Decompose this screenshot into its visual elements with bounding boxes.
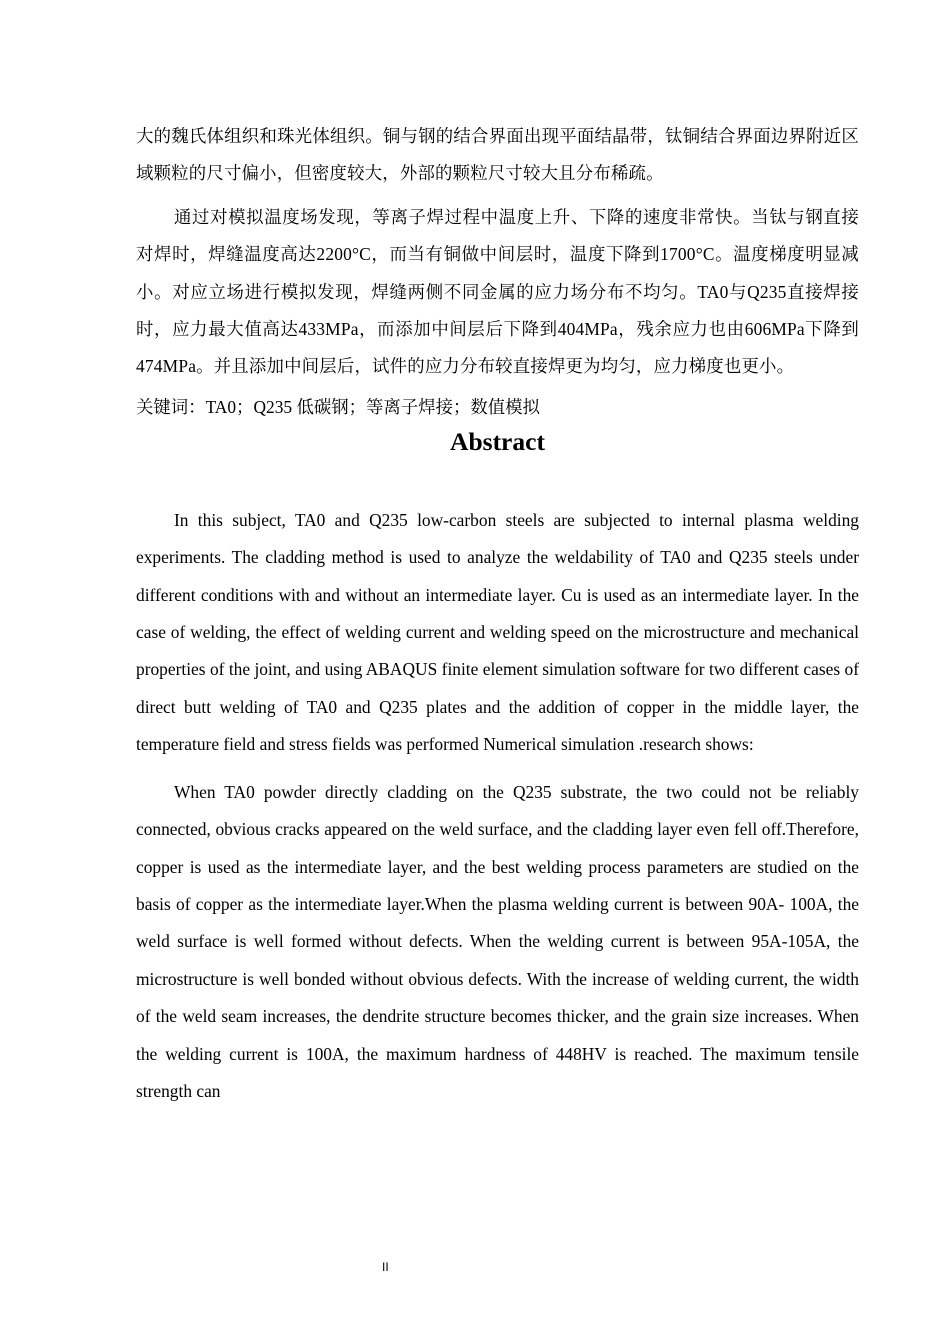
chinese-keywords bbox=[136, 392, 859, 422]
document-body bbox=[136, 118, 859, 1110]
chinese-paragraph-simulation: 通过对模拟温度场发现，等离子焊过程中温度上升、下降的速度非常快。当钛与钢直接对焊时，焊缝温度高达2200°C，而当有铜做中间层时，温度下降到1700°C。温度梯度明显减小。对应立场进行模拟发现，焊缝两侧不同金属的应力场分布不均匀。TA0与Q235直接焊接时，应力最大值高达433MPa，而添加中间层后下降到404MPa，残余应力也由606MPa下降到474MPa。并且添加中间层后，试件的应力分布较直接焊更为均匀，应力梯度也更小。 bbox=[136, 206, 859, 377]
english-paragraph-1: In this subject, TA0 and Q235 low-carbon steels are subjected to internal plasma welding experiments. The cladding method is used to analyze the weldability of TA0 and Q235 steels under different conditions with and without an intermediate layer. Cu is used as an intermediate layer. In the case of welding, the effect of welding current and welding speed on the microstructure and mechanical properties of the joint, and using ABAQUS finite element simulation software for two different cases of direct butt welding of TA0 and Q235 plates and the addition of copper in the middle layer, the temperature field and stress fields was performed Numerical simulation .research shows: bbox=[136, 509, 859, 755]
english-abstract bbox=[136, 502, 859, 1111]
english-paragraph-2: When TA0 powder directly cladding on the Q235 substrate, the two could not be reliably connected, obvious cracks appeared on the weld surface, and the cladding layer even fell off.Therefore, copper is used as the intermediate layer, and the best welding process parameters are studied on the basis of copper as the intermediate layer.When the plasma welding current is between 90A- 100A, the weld surface is well formed without defects. When the welding current is between 95A-105A, the microstructure is well bonded without obvious defects. With the increase of welding current, the width of the weld seam increases, the dendrite structure becomes thicker, and the grain size increases. When the welding current is 100A, the maximum hardness of 448HV is reached. The maximum tensile strength can bbox=[136, 781, 859, 1101]
keywords-label: 关键词： bbox=[136, 396, 206, 417]
page-number: II bbox=[382, 1260, 389, 1274]
chinese-paragraph-continuation: 大的魏氏体组织和珠光体组织。铜与钢的结合界面出现平面结晶带，钛铜结合界面边界附近区域颗粒的尺寸偏小，但密度较大，外部的颗粒尺寸较大且分布稀疏。 bbox=[136, 126, 859, 184]
abstract-heading: Abstract bbox=[450, 426, 545, 456]
keywords-text: TA0；Q235 低碳钢；等离子焊接；数值模拟 bbox=[205, 396, 540, 417]
